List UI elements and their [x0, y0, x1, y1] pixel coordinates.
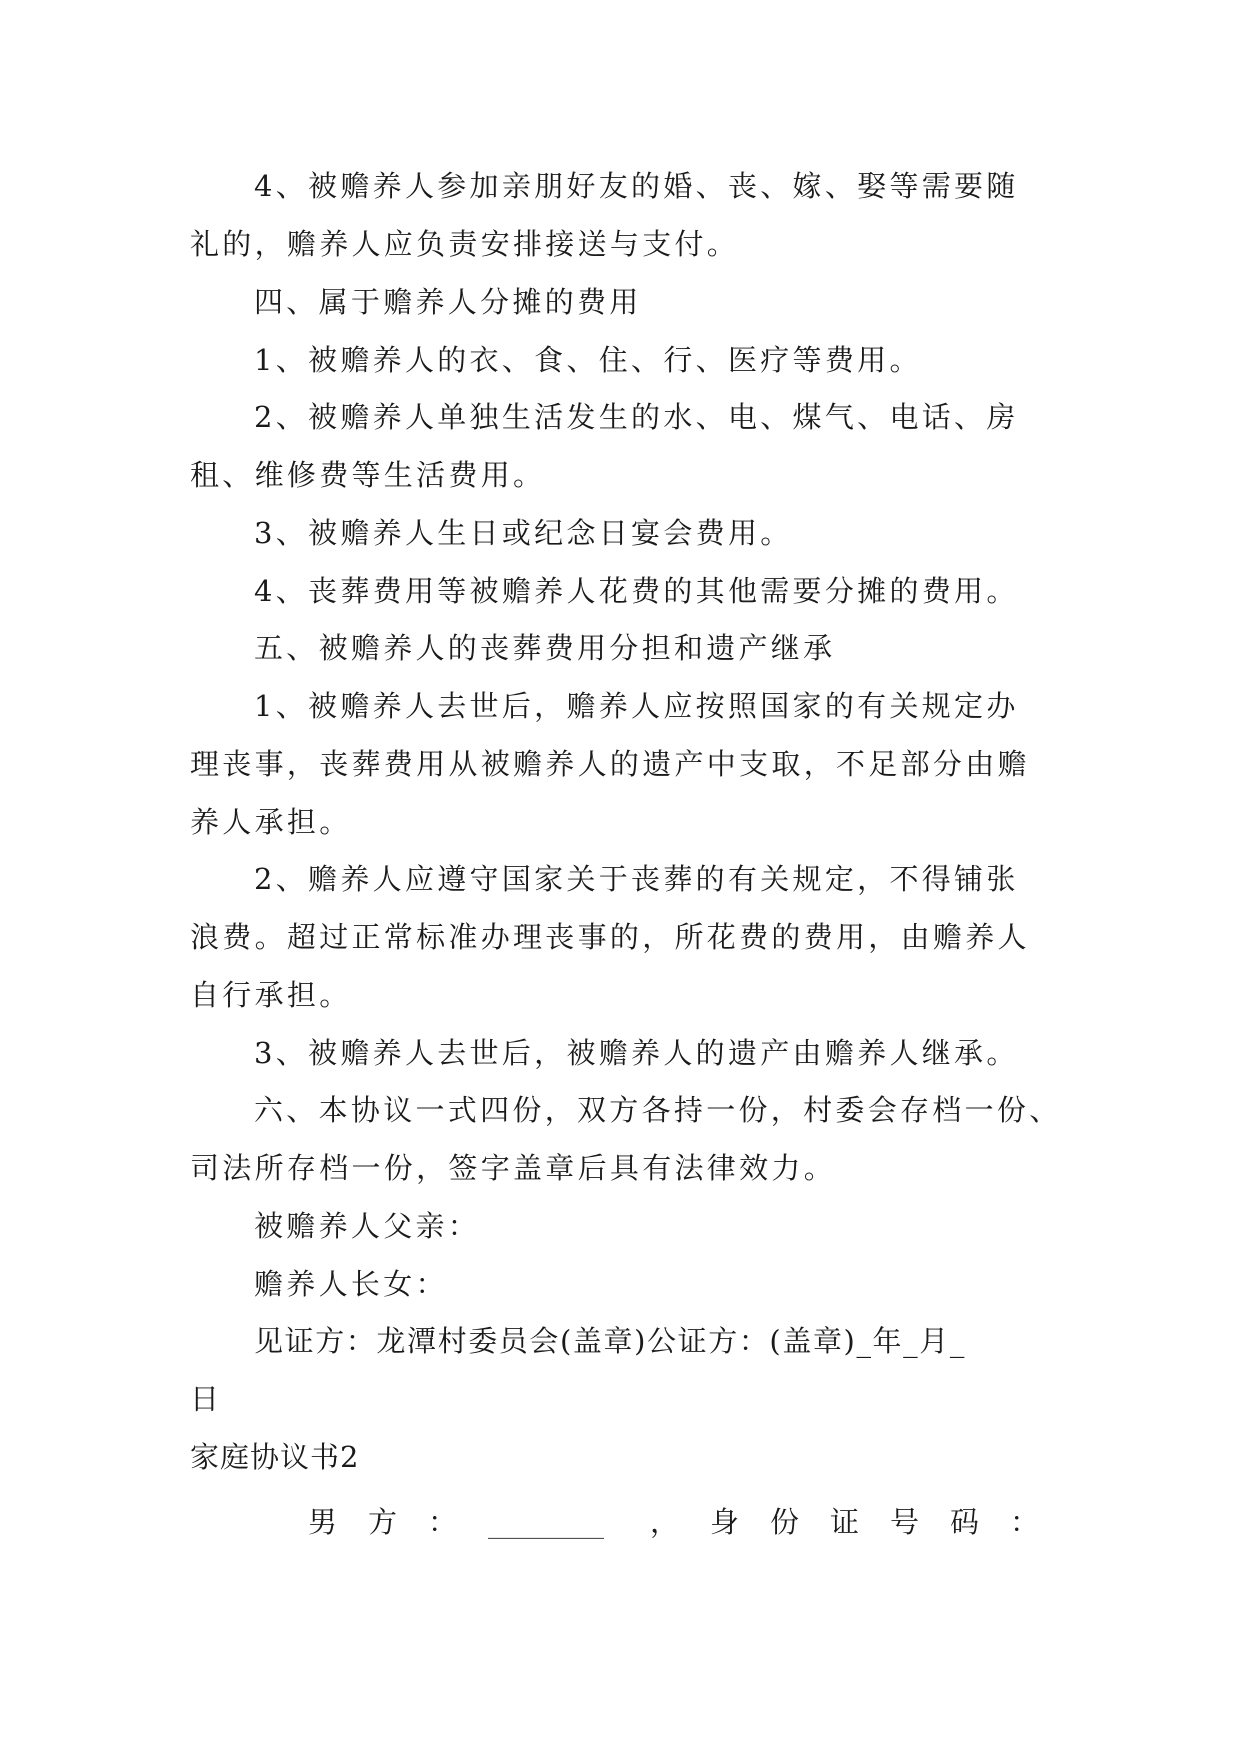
party-info-row: [190, 1502, 1050, 1542]
section-heading: 五、被赡养人的丧葬费用分担和遗产继承: [254, 631, 836, 665]
label-char: ：: [1010, 1505, 1040, 1539]
label-char: ，: [650, 1505, 680, 1539]
label-char: 份: [770, 1505, 800, 1539]
label-char: ：: [428, 1505, 458, 1539]
label-char: 证: [830, 1505, 860, 1539]
paragraph-line: 3、被赡养人去世后，被赡养人的遗产由赡养人继承。: [254, 1036, 1019, 1070]
label-char: 码: [950, 1505, 980, 1539]
paragraph-line: 1、被赡养人的衣、食、住、行、医疗等费用。: [254, 343, 922, 377]
label-char: 方: [368, 1505, 398, 1539]
paragraph-line: 日: [190, 1382, 223, 1416]
document-title: 家庭协议书2: [190, 1440, 360, 1474]
name-blank: ________: [488, 1505, 604, 1539]
section-heading: 四、属于赡养人分摊的费用: [254, 285, 642, 319]
paragraph-line: 理丧事，丧葬费用从被赡养人的遗产中支取，不足部分由赡: [190, 747, 1030, 781]
paragraph-line: 1、被赡养人去世后，赡养人应按照国家的有关规定办: [254, 689, 1019, 723]
signature-line: 赡养人长女：: [254, 1267, 448, 1301]
paragraph-line: 司法所存档一份，签字盖章后具有法律效力。: [190, 1151, 837, 1185]
signature-line: 被赡养人父亲：: [254, 1209, 481, 1243]
witness-line: 见证方：龙潭村委员会(盖章)公证方：(盖章)_年_月_: [254, 1324, 966, 1358]
label-char: 号: [890, 1505, 920, 1539]
paragraph-line: 礼的，赡养人应负责安排接送与支付。: [190, 227, 740, 261]
label-char: 男: [308, 1505, 338, 1539]
paragraph-line: 2、被赡养人单独生活发生的水、电、煤气、电话、房: [254, 400, 1019, 434]
paragraph-line: 3、被赡养人生日或纪念日宴会费用。: [254, 516, 793, 550]
label-char: 身: [710, 1505, 740, 1539]
paragraph-line: 自行承担。: [190, 978, 352, 1012]
paragraph-line: 浪费。超过正常标准办理丧事的，所花费的费用，由赡养人: [190, 920, 1030, 954]
paragraph-line: 4、丧葬费用等被赡养人花费的其他需要分摊的费用。: [254, 574, 1019, 608]
paragraph-line: 4、被赡养人参加亲朋好友的婚、丧、嫁、娶等需要随: [254, 169, 1019, 203]
paragraph-line: 养人承担。: [190, 805, 352, 839]
paragraph-line: 租、维修费等生活费用。: [190, 458, 546, 492]
paragraph-line: 六、本协议一式四份，双方各持一份，村委会存档一份、: [254, 1093, 1062, 1127]
paragraph-line: 2、赡养人应遵守国家关于丧葬的有关规定，不得铺张: [254, 862, 1019, 896]
